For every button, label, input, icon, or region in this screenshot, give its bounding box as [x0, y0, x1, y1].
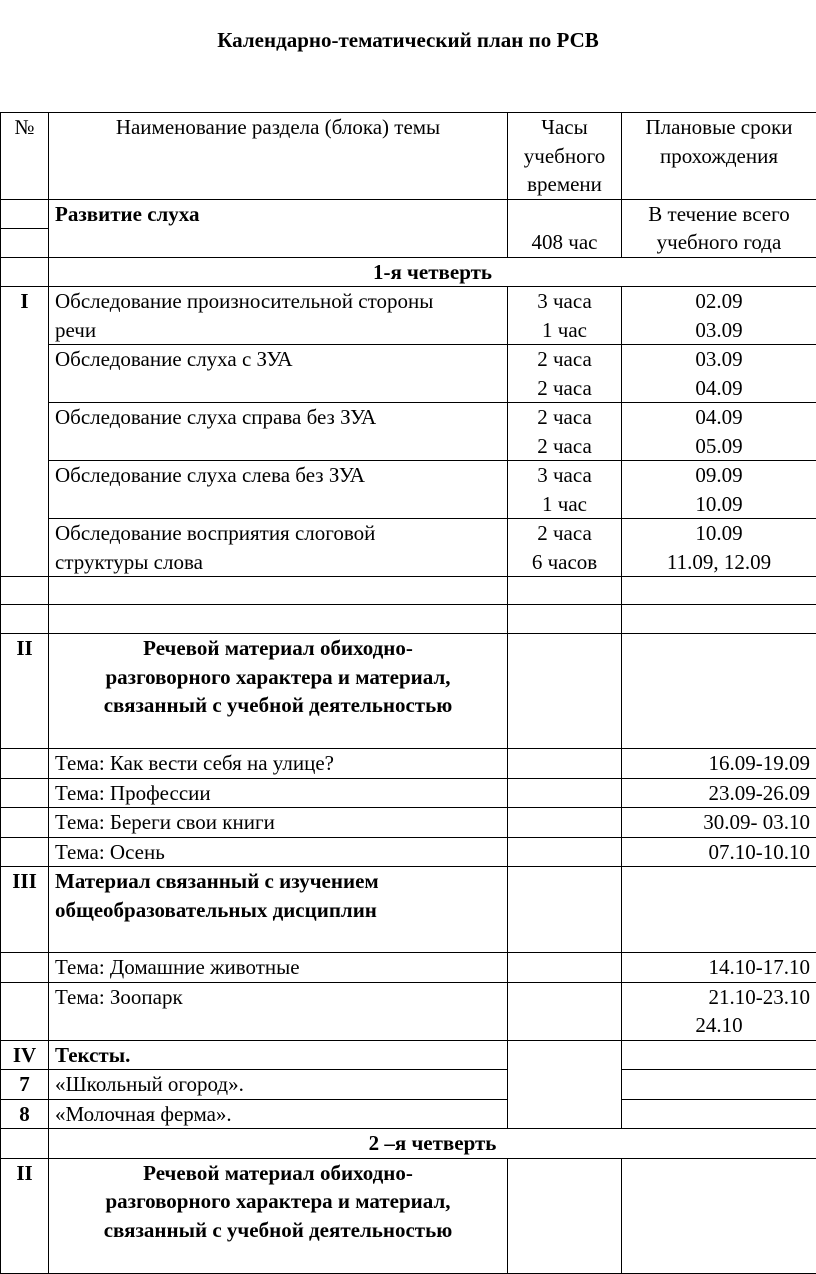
row-dates-line: 14.10-17.10 [628, 953, 810, 982]
empty-cell [1, 808, 49, 838]
empty-cell [49, 577, 508, 605]
section-heading-row [1, 867, 816, 953]
row-topic: «Школьный огород». [49, 1070, 508, 1100]
row-dates-line: 03.09 [628, 316, 810, 345]
section-heading-row [1, 634, 816, 749]
header-dates-line: Плановые сроки [628, 113, 810, 142]
plan-table [0, 112, 816, 1274]
row-hours-line: 2 часа [514, 345, 615, 374]
row-hours [508, 519, 622, 577]
empty-cell [1, 229, 49, 258]
empty-cell [622, 1040, 816, 1070]
empty-row [1, 605, 816, 634]
row-topic [49, 519, 508, 577]
row-dates-line: 03.09 [628, 345, 810, 374]
row-hours-line: 6 часов [514, 548, 615, 577]
quarter-2-heading: 2 –я четверть [49, 1129, 816, 1159]
row-hours-line: 2 часа [514, 519, 615, 548]
row-hours-line: 2 часа [514, 432, 615, 461]
empty-cell [508, 1158, 622, 1273]
row-hours-line: 2 часа [514, 374, 615, 403]
section-4-title: Тексты. [49, 1040, 508, 1070]
row-topic: Тема: Береги свои книги [49, 808, 508, 838]
row-topic [49, 403, 508, 461]
empty-cell [508, 867, 622, 953]
empty-cell [508, 808, 622, 838]
header-topic: Наименование раздела (блока) темы [49, 113, 508, 200]
intro-dates-line: учебного года [628, 228, 810, 257]
section-2-num: II [1, 634, 49, 749]
row-topic: Тема: Домашние животные [49, 953, 508, 983]
row-topic: Тема: Как вести себя на улице? [49, 749, 508, 779]
quarter-1-heading: 1-я четверть [49, 257, 816, 287]
intro-row [1, 199, 816, 229]
row-hours-line: 1 час [514, 316, 615, 345]
section-title-line: Речевой материал обиходно- [55, 634, 501, 663]
row-hours-line: 2 часа [514, 403, 615, 432]
row-num: 7 [1, 1070, 49, 1100]
row-hours [508, 287, 622, 345]
empty-cell [508, 1040, 622, 1129]
table-row [1, 837, 816, 867]
empty-cell [508, 749, 622, 779]
section-3-title [49, 867, 508, 953]
section-3-num: III [1, 867, 49, 953]
row-hours [508, 345, 622, 403]
table-row [1, 287, 816, 345]
row-dates: 16.09-19.09 [622, 749, 816, 779]
table-row [1, 953, 816, 983]
row-dates-line: 05.09 [628, 432, 810, 461]
header-row [1, 113, 816, 200]
empty-cell [508, 605, 622, 634]
row-topic-line: Обследование слуха справа без ЗУА [55, 403, 501, 432]
row-topic [49, 345, 508, 403]
section-heading-row [1, 1158, 816, 1273]
header-hours [508, 113, 622, 200]
section-4-num: IV [1, 1040, 49, 1070]
row-topic-line: Обследование слуха с ЗУА [55, 345, 501, 374]
row-dates [622, 982, 816, 1040]
row-dates: 07.10-10.10 [622, 837, 816, 867]
empty-cell [508, 634, 622, 749]
section-5-num: II [1, 1158, 49, 1273]
row-topic-line: речи [55, 316, 501, 345]
empty-cell [622, 577, 816, 605]
empty-cell [622, 1099, 816, 1129]
row-dates-line: 04.09 [628, 374, 810, 403]
table-row [1, 461, 816, 519]
row-topic [49, 287, 508, 345]
table-row [1, 345, 816, 403]
row-topic: Тема: Зоопарк [49, 982, 508, 1040]
row-hours [508, 403, 622, 461]
quarter-row [1, 257, 816, 287]
row-dates-line: 04.09 [628, 403, 810, 432]
row-dates [622, 403, 816, 461]
row-hours-line: 1 час [514, 490, 615, 519]
section-5-title [49, 1158, 508, 1273]
table-row [1, 808, 816, 838]
empty-cell [1, 778, 49, 808]
section-title-line: связанный с учебной деятельностью [55, 1216, 501, 1245]
empty-cell [1, 1129, 49, 1159]
section-heading-row [1, 1040, 816, 1070]
row-topic-line: Обследование слуха слева без ЗУА [55, 461, 501, 490]
header-num: № [1, 113, 49, 200]
row-topic: Тема: Профессии [49, 778, 508, 808]
empty-cell [508, 778, 622, 808]
empty-cell [1, 749, 49, 779]
document-title: Календарно-тематический план по РСВ [0, 28, 816, 53]
row-topic: Тема: Осень [49, 837, 508, 867]
empty-cell [1, 982, 49, 1040]
row-dates-line: 10.09 [628, 519, 810, 548]
intro-topic: Развитие слуха [49, 199, 508, 257]
row-dates [622, 461, 816, 519]
section-title-line: Речевой материал обиходно- [55, 1159, 501, 1188]
intro-hours: 408 час [508, 199, 622, 257]
row-num: 8 [1, 1099, 49, 1129]
row-topic: «Молочная ферма». [49, 1099, 508, 1129]
table-row [1, 403, 816, 461]
table-row [1, 519, 816, 577]
empty-cell [1, 577, 49, 605]
row-dates-line: 09.09 [628, 461, 810, 490]
row-dates-line: 10.09 [628, 490, 810, 519]
row-dates-line: 24.10 [628, 1011, 810, 1040]
empty-cell [622, 634, 816, 749]
empty-cell [1, 605, 49, 634]
table-row [1, 778, 816, 808]
row-dates: 30.09- 03.10 [622, 808, 816, 838]
row-topic-line: Обследование произносительной стороны [55, 287, 501, 316]
header-dates [622, 113, 816, 200]
empty-cell [508, 837, 622, 867]
empty-cell [622, 1158, 816, 1273]
row-dates [622, 953, 816, 983]
section-title-line: разговорного характера и материал, [55, 663, 501, 692]
row-topic [49, 461, 508, 519]
quarter-row [1, 1129, 816, 1159]
empty-cell [49, 605, 508, 634]
header-hours-line: учебного [514, 142, 615, 171]
header-hours-line: Часы [514, 113, 615, 142]
row-dates-line: 02.09 [628, 287, 810, 316]
empty-cell [508, 953, 622, 983]
section-title-line: общеобразовательных дисциплин [55, 896, 501, 925]
row-topic-line: Обследование восприятия слоговой [55, 519, 501, 548]
intro-dates [622, 199, 816, 257]
section-title-line: Материал связанный с изучением [55, 867, 501, 896]
row-dates [622, 287, 816, 345]
empty-cell [1, 199, 49, 229]
row-topic-line: структуры слова [55, 548, 501, 577]
row-dates: 23.09-26.09 [622, 778, 816, 808]
empty-cell [1, 837, 49, 867]
table-row [1, 1070, 816, 1100]
section-1-num: I [1, 287, 49, 577]
row-hours-line: 3 часа [514, 461, 615, 490]
table-row [1, 749, 816, 779]
row-dates [622, 345, 816, 403]
intro-dates-line: В течение всего [628, 200, 810, 229]
header-hours-line: времени [514, 170, 615, 199]
header-dates-line: прохождения [628, 142, 810, 171]
row-dates [622, 519, 816, 577]
empty-cell [508, 577, 622, 605]
empty-cell [622, 867, 816, 953]
section-2-title [49, 634, 508, 749]
row-hours [508, 461, 622, 519]
table-row [1, 982, 816, 1040]
empty-cell [622, 605, 816, 634]
empty-cell [622, 1070, 816, 1100]
empty-row [1, 577, 816, 605]
section-title-line: разговорного характера и материал, [55, 1187, 501, 1216]
row-hours-line: 3 часа [514, 287, 615, 316]
table-row [1, 1099, 816, 1129]
row-dates-line: 21.10-23.10 [628, 983, 810, 1012]
row-dates-line: 11.09, 12.09 [628, 548, 810, 577]
empty-cell [1, 257, 49, 287]
section-title-line: связанный с учебной деятельностью [55, 691, 501, 720]
empty-cell [508, 982, 622, 1040]
empty-cell [1, 953, 49, 983]
